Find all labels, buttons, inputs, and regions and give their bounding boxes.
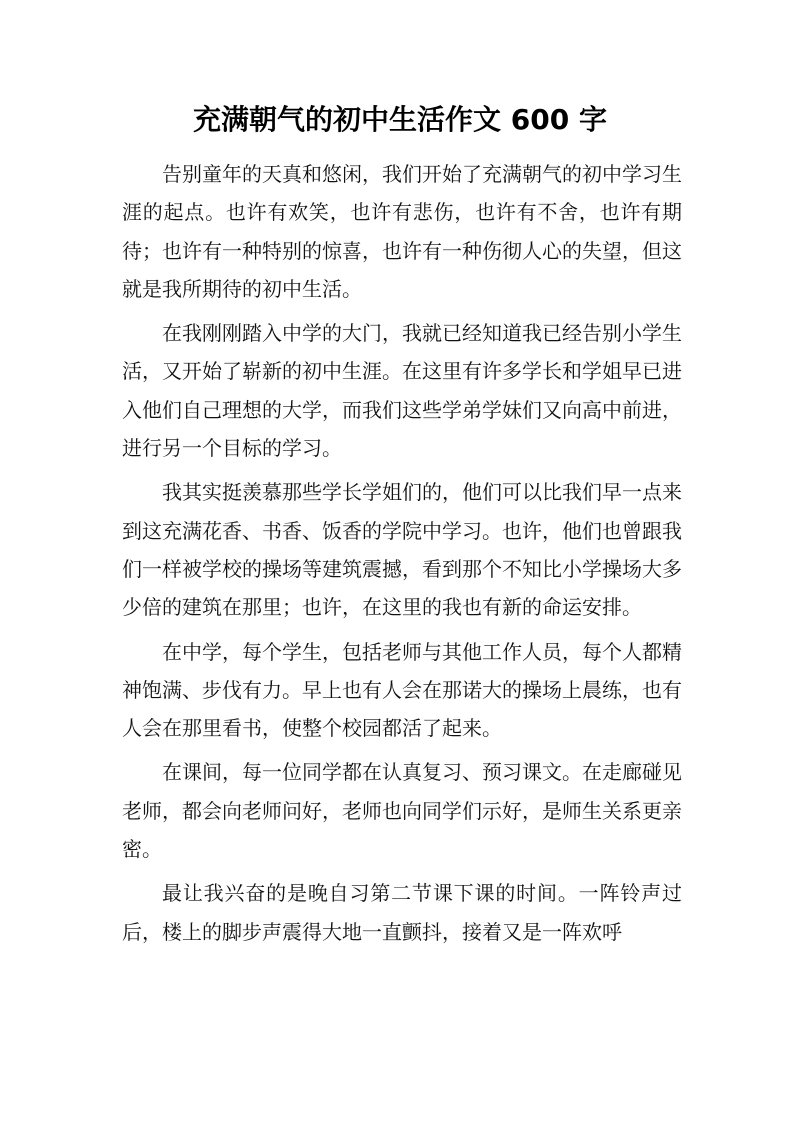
paragraph-4: 在中学，每个学生，包括老师与其他工作人员，每个人都精神饱满、步伐有力。早上也有人会在那诺大的操场上晨练，也有人会在那里看书，使整个校园都活了起来。 (122, 639, 682, 741)
document-title: 充满朝气的初中生活作文 600 字 (193, 103, 607, 136)
paragraph-2: 在我刚刚踏入中学的大门，我就已经知道我已经告别小学生活，又开始了崭新的初中生涯。在这里有许多学长和学姐早已进入他们自己理想的大学，而我们这些学弟学妹们又向高中前进，进行另一个目标的学习。 (122, 321, 682, 461)
paragraph-6: 最让我兴奋的是晚自习第二节课下课的时间。一阵铃声过后，楼上的脚步声震得大地一直颤抖，接着又是一阵欢呼 (122, 881, 682, 944)
document-body (122, 155, 682, 957)
paragraph-3: 我其实挺羡慕那些学长学姐们的，他们可以比我们早一点来到这充满花香、书香、饭香的学院中学习。也许，他们也曾跟我们一样被学校的操场等建筑震撼，看到那个不知比小学操场大多少倍的建筑在那里；也许，在这里的我也有新的命运安排。 (122, 480, 682, 620)
paragraph-1: 告别童年的天真和悠闲，我们开始了充满朝气的初中学习生涯的起点。也许有欢笑，也许有悲伤，也许有不舍，也许有期待；也许有一种特别的惊喜，也许有一种伤彻人心的失望，但这就是我所期待的初中生活。 (122, 162, 682, 301)
paragraph-5: 在课间，每一位同学都在认真复习、预习课文。在走廊碰见老师，都会向老师问好，老师也向同学们示好，是师生关系更亲密。 (122, 760, 682, 862)
